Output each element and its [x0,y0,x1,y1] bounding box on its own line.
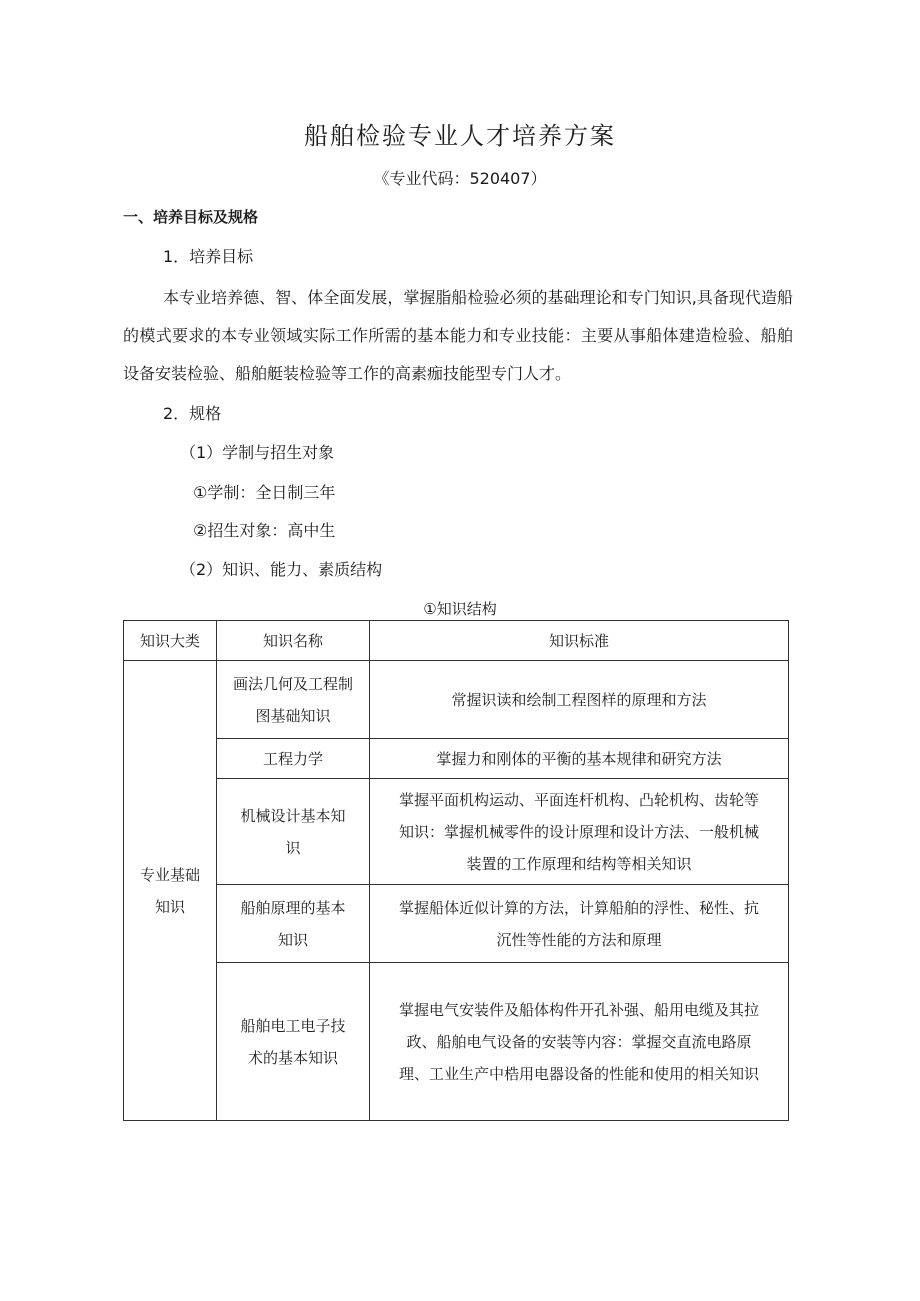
program-code: 《专业代码：520407） [373,169,547,188]
knowledge-table [123,620,789,1121]
name-line: 图基础知识 [255,706,331,725]
standard-line: 知识：掌握机械零件的设计原理和设计方法、一般机械 [398,822,759,841]
category-line: 知识 [154,897,185,916]
table-row [124,661,789,739]
standard-line: 沉性等性能的方法和原理 [496,930,662,949]
table-caption: ①知识结构 [423,600,497,618]
spec-item-1: （1）学制与招生对象 [180,443,335,462]
knowledge-standard [370,661,789,739]
name-line: 知识 [277,930,308,949]
knowledge-standard [370,963,789,1121]
table-row [124,963,789,1121]
standard-line: 政、船舶电气设备的安装等内容：掌握交直流电路原 [406,1032,752,1051]
knowledge-name [217,779,370,885]
name-line: 船舶原理的基本 [240,898,346,917]
knowledge-name [217,963,370,1121]
section-heading: 一、培养目标及规格 [123,208,259,226]
table-header-row [124,621,789,661]
goal-paragraph: 本专业培养德、智、体全面发展，掌握脂船检验必须的基础理论和专门知识,具备现代造船的模式要求的本专业领域实际工作所需的基本能力和专业技能：主要从事船体建造检验、船舶设备安装检验、船舶艇装检验等工作的高素痂技能型专门人才。 [123,288,793,383]
header-standard: 知识标准 [370,621,789,661]
name-line: 画法几何及工程制 [232,674,353,693]
knowledge-name [217,885,370,963]
standard-line: 理、工业生产中梏用电器设备的性能和使用的相关知识 [398,1064,759,1083]
category-line: 专业基础 [139,865,200,884]
knowledge-name [217,739,370,779]
spec-item-2: （2）知识、能力、素质结构 [180,560,383,579]
knowledge-standard [370,885,789,963]
standard-line: 掌握力和刚体的平衡的基本规律和研究方法 [436,749,722,768]
standard-line: 掌握船体近似计算的方法，计算船舶的浮性、秘性、抗 [398,898,759,917]
subheading-spec: 2．规格 [163,404,222,423]
name-line: 识 [285,838,301,857]
table-row [124,739,789,779]
standard-line: 常握识读和绘制工程图样的原理和方法 [451,690,707,709]
table-row [124,885,789,963]
knowledge-standard [370,779,789,885]
standard-line: 掌握平面机构运动、平面连杆机构、凸轮机构、齿轮等 [398,790,759,809]
header-name: 知识名称 [217,621,370,661]
name-line: 工程力学 [262,749,323,768]
spec-item-1b: ②招生对象：高中生 [193,521,336,540]
table-row [124,779,789,885]
standard-line: 掌握电气安装件及船体构件开孔补强、船用电缆及其拉 [398,1000,759,1019]
standard-line: 装置的工作原理和结构等相关知识 [466,854,692,873]
name-line: 船舶电工电子技 [240,1016,346,1035]
document-title: 船舶检验专业人才培养方案 [304,122,616,150]
name-line: 术的基本知识 [247,1048,338,1067]
subheading-goal: 1．培养目标 [163,247,254,266]
knowledge-name [217,661,370,739]
spec-item-1a: ①学制：全日制三年 [193,483,336,502]
name-line: 机械设计基本知 [240,806,346,825]
header-category: 知识大类 [124,621,217,661]
category-cell [124,661,217,1121]
knowledge-standard [370,739,789,779]
